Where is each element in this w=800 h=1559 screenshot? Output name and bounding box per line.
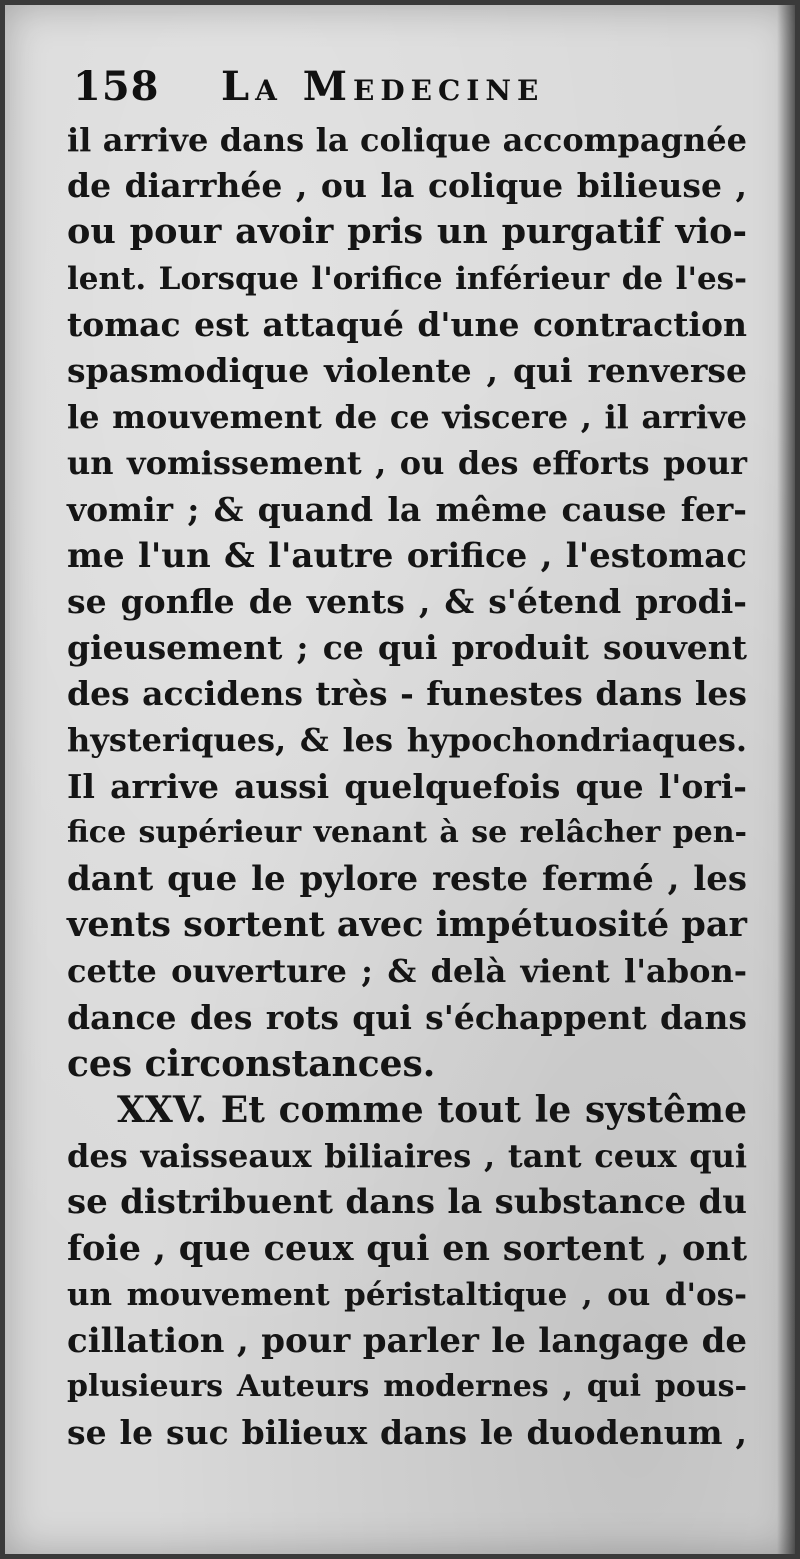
text-line: de diarrhée , ou la colique bilieuse , <box>67 166 747 206</box>
text-line: Il arrive aussi quelquefois que l'ori- <box>67 766 747 806</box>
text-line: des accidens très - funestes dans les <box>67 674 747 714</box>
text-line: vents sortent avec impétuosité par <box>67 904 747 946</box>
text-line: le mouvement de ce viscere , il arrive <box>67 398 747 437</box>
text-line: lent. Lorsque l'orifice inférieur de l'es- <box>67 260 747 297</box>
text-line: ces circonstances. <box>67 1042 436 1085</box>
text-line: cillation , pour parler le langage de <box>67 1320 747 1361</box>
text-line: il arrive dans la colique accompagnée <box>67 121 747 159</box>
text-line: tomac est attaqué d'une contraction <box>67 304 747 344</box>
page-number: 158 <box>73 63 160 110</box>
text-line: vomir ; & quand la même cause fer- <box>67 489 747 529</box>
text-line: hysteriques, & les hypochondriaques. <box>67 721 747 760</box>
text-line: se gonfle de vents , & s'étend prodi- <box>67 581 747 621</box>
text-line: se le suc bilieux dans le duodenum , <box>67 1413 747 1453</box>
text-line: cette ouverture ; & delà vient l'abon- <box>67 952 747 991</box>
page-header <box>73 63 733 123</box>
text-line: ou pour avoir pris un purgatif vio- <box>67 211 747 253</box>
paragraph <box>67 1087 747 1457</box>
text-line: dance des rots qui s'échappent dans <box>67 997 747 1037</box>
text-line: un mouvement péristaltique , ou d'os- <box>67 1276 747 1313</box>
page-edge-shadow <box>777 5 795 1554</box>
text-line: XXV. Et comme tout le systême <box>117 1088 747 1131</box>
text-line: me l'un & l'autre orifice , l'estomac <box>67 535 747 576</box>
book-page <box>5 5 795 1554</box>
text-line: gieusement ; ce qui produit souvent <box>67 628 747 668</box>
text-line: foie , que ceux qui en sortent , ont <box>67 1227 747 1269</box>
text-line: plusieurs Auteurs modernes , qui pous- <box>67 1369 747 1405</box>
text-line: fice supérieur venant à se relâcher pen- <box>67 814 747 850</box>
text-line: spasmodique violente , qui renverse <box>67 350 747 390</box>
running-head: La Medecine <box>221 63 545 110</box>
body-text <box>67 117 747 1456</box>
text-line: des vaisseaux biliaires , tant ceux qui <box>67 1137 747 1176</box>
text-line: se distribuent dans la substance du <box>67 1182 747 1223</box>
text-line: dant que le pylore reste fermé , les <box>67 859 747 899</box>
paragraph <box>67 117 747 1087</box>
text-line: un vomissement , ou des efforts pour <box>67 444 747 483</box>
